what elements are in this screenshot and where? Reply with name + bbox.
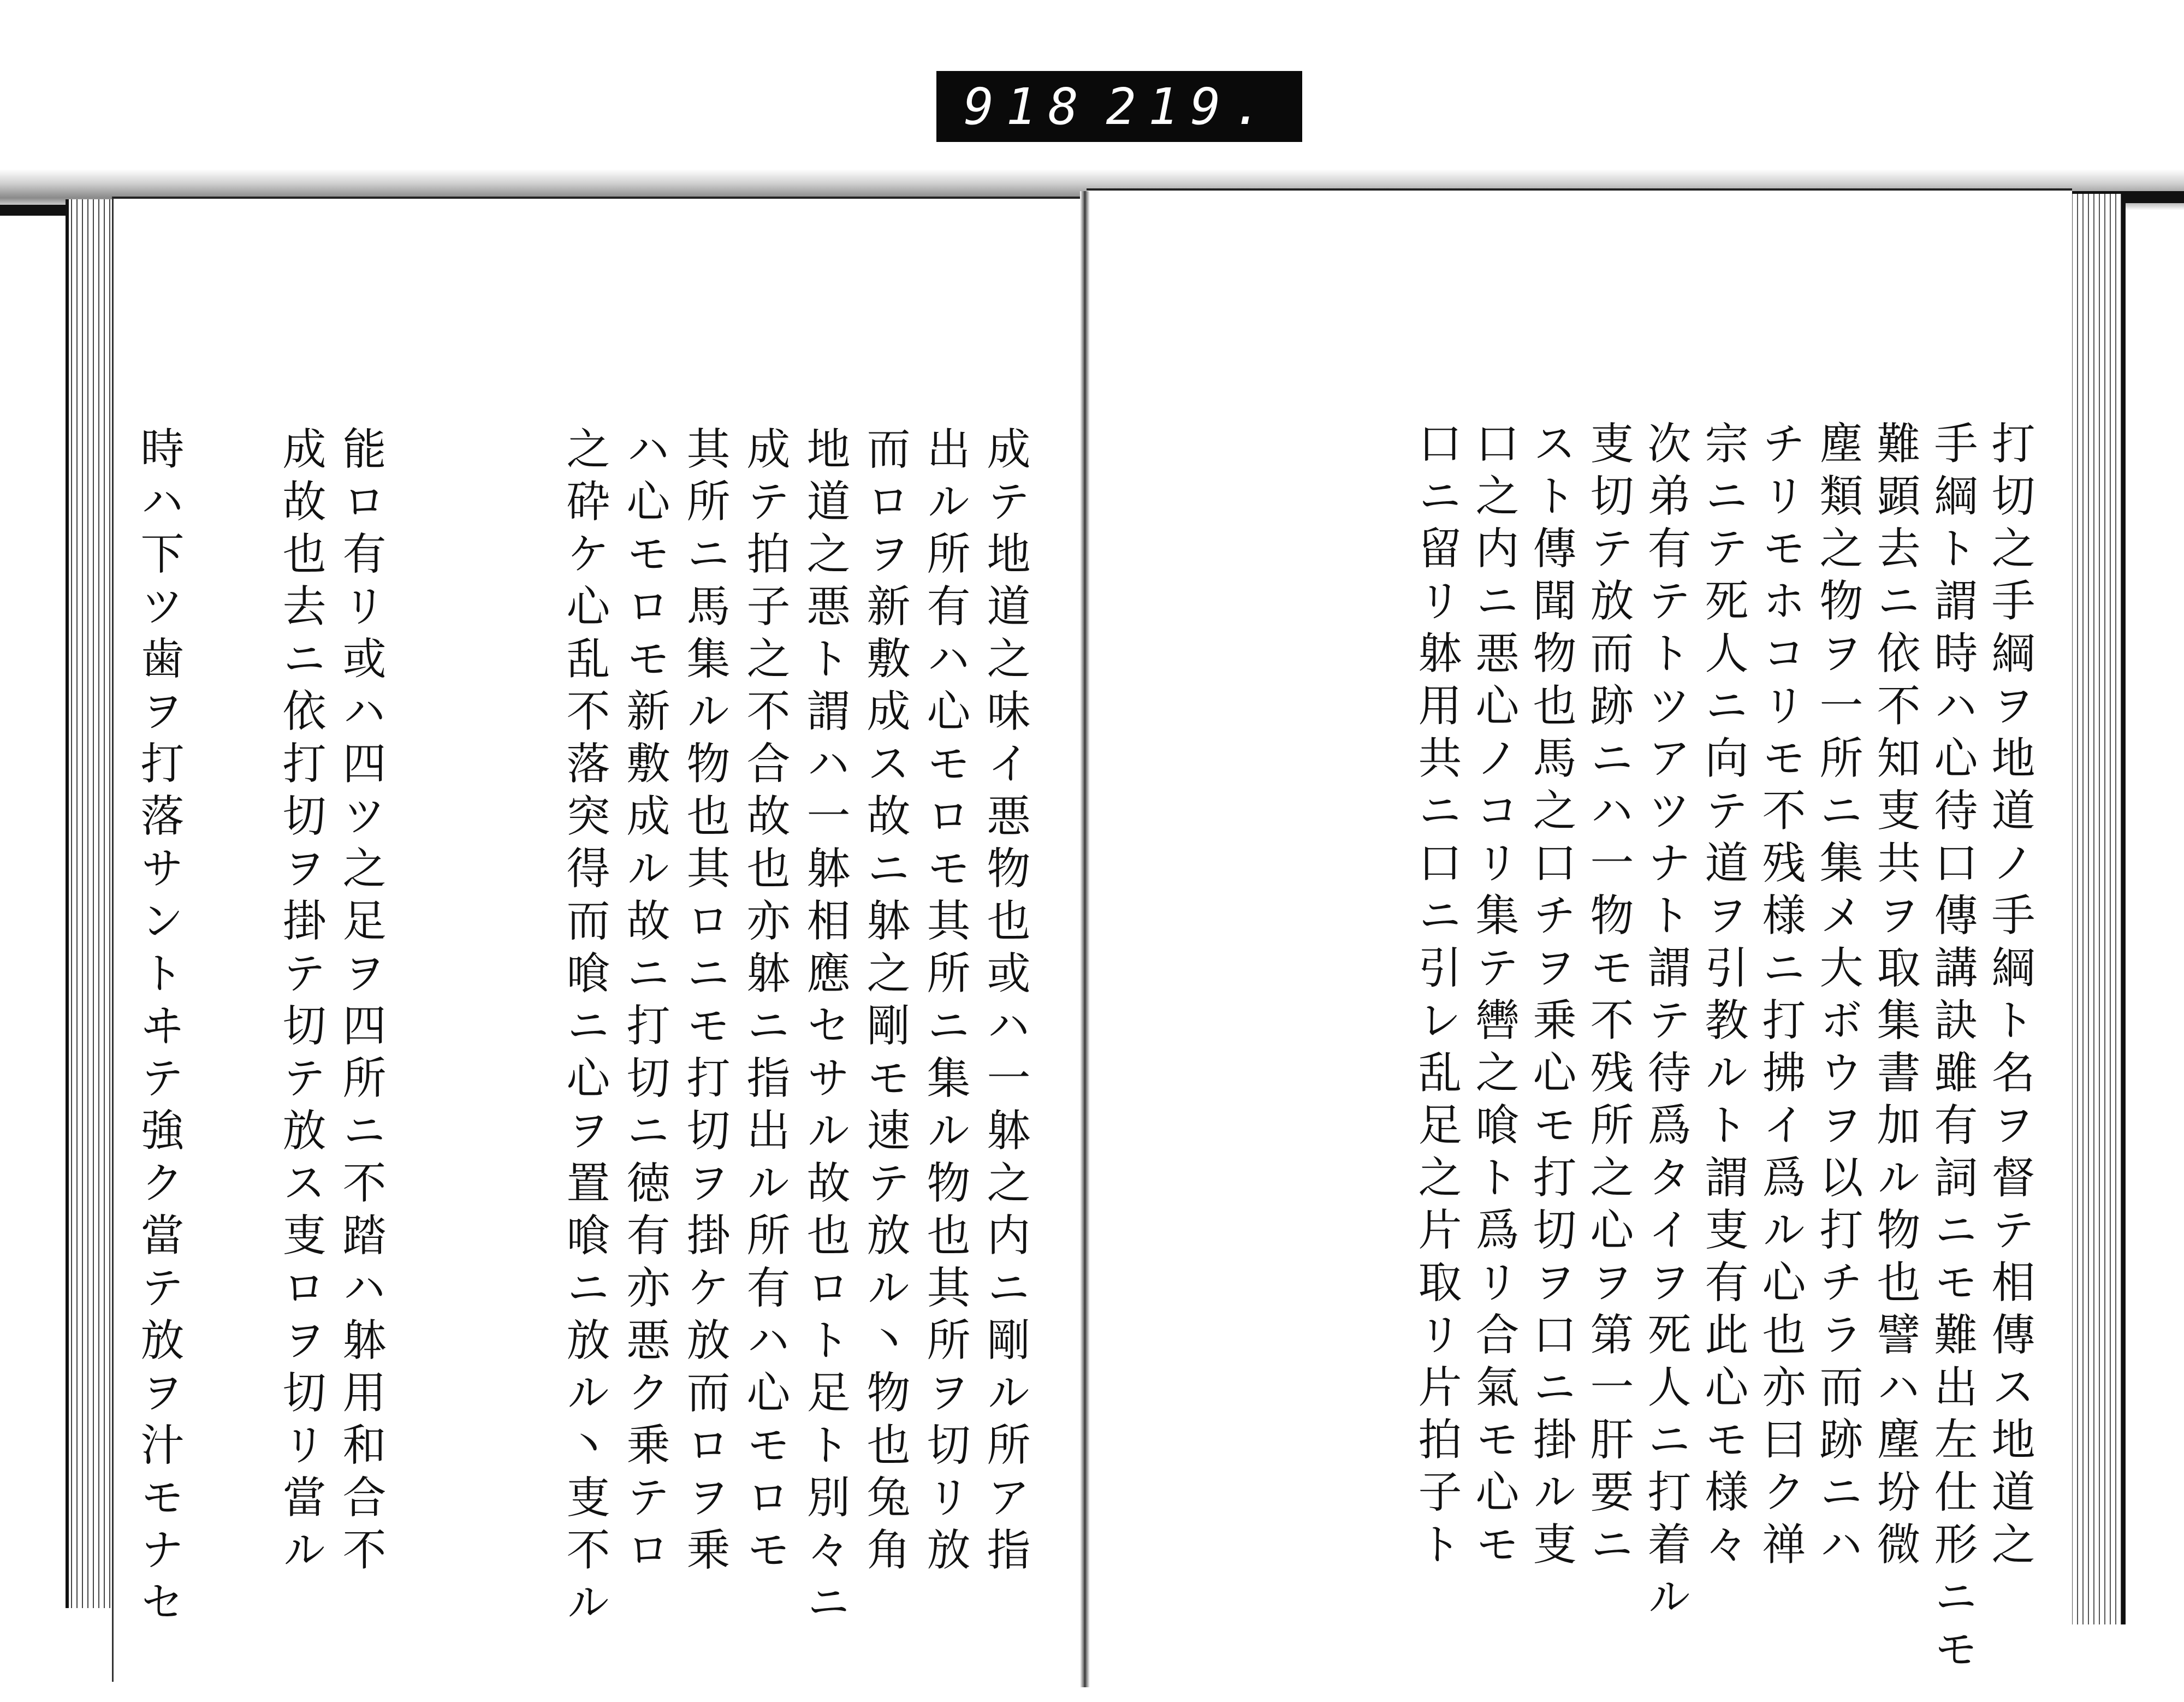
left-page-column-3: 而ロヲ新敷成ス故ニ躰之剛モ速テ放ル丶物也兔角 [859, 426, 910, 1579]
left-page-column-10: 成故也去ニ依打切ヲ掛テ切テ放ス叓ロヲ切リ當ル [275, 426, 326, 1579]
right-page-column-2: 手綱ト謂時ハ心待口傳講訣雖有詞ニモ難出左仕形ニモ [1927, 420, 1978, 1679]
frame-number-left: 918 [964, 77, 1091, 136]
right-page-column-7: 次弟有テトツアツナト謂テ待爲タイヲ死人ニ打着ル [1640, 420, 1691, 1626]
left-page-column-11: 時ハ下ツ歯ヲ打落サントヰテ強ク當テ放ヲ汁モナセ [133, 426, 184, 1632]
left-page-column-2: 出ル所有ハ心モロモ其所ニ集ル物也其所ヲ切リ放 [919, 426, 970, 1579]
right-page [1087, 188, 2072, 1679]
right-page-column-10: 口之内ニ悪心ノコリ集テ轡之喰ト爲リ合氣モ心モ [1468, 420, 1519, 1574]
right-page-column-4: 塵類之物ヲ一所ニ集メ大ボウヲ以打チラ而跡ニハ [1812, 420, 1863, 1574]
left-page-column-7: ハ心モロモ新敷成ル故ニ打切ニ徳有亦悪ク乗テロ [619, 426, 670, 1579]
right-page-column-1: 打切之手綱ヲ地道ノ手綱ト名ヲ督テ相傳ス地道之 [1984, 420, 2035, 1574]
right-page-column-8: 叓切テ放而跡ニハ一物モ不残所之心ヲ第一肝要ニ [1583, 420, 1634, 1574]
book-gutter [1080, 191, 1090, 1687]
left-page-column-8: 之砕ケ心乱不落突得而喰ニ心ヲ置喰ニ放ル丶叓不ル [559, 426, 610, 1632]
page-stack-right [2069, 194, 2126, 1624]
page-stack-left [66, 199, 118, 1608]
left-page-column-6: 其所ニ馬集ル物也其ロニモ打切ヲ掛ケ放而ロヲ乗 [679, 426, 730, 1579]
frame-number-plate [936, 71, 1302, 142]
left-page-column-4: 地道之悪ト謂ハ一躰相應セサル故也ロト足ト別々ニ [799, 426, 850, 1632]
right-page-column-3: 難顕去ニ依不知叓共ヲ取集書加ル物也譬ハ塵坋微 [1870, 420, 1920, 1574]
left-page-column-1: 成テ地道之味イ悪物也或ハ一躰之内ニ剛ル所ア指 [980, 426, 1030, 1579]
right-page-column-11: 口ニ留リ躰用共ニ口ニ引レ乱足之片取リ片拍子ト [1411, 420, 1462, 1574]
frame-number-right: 219. [1106, 77, 1275, 136]
left-page-column-5: 成テ拍子之不合故也亦躰ニ指出ル所有ハ心モロモ [739, 426, 790, 1579]
right-page-column-9: スト傳聞物也馬之口チヲ乗心モ打切ヲ口ニ掛ル叓 [1526, 420, 1576, 1574]
right-page-column-6: 宗ニテ死人ニ向テ道ヲ引教ルト謂叓有此心モ様々 [1698, 420, 1748, 1574]
right-page-column-5: チリモホコリモ不残様ニ打拂イ爲ル心也亦曰ク禅 [1755, 420, 1806, 1574]
left-page-column-9: 能ロ有リ或ハ四ツ之足ヲ四所ニ不踏ハ躰用和合不 [335, 426, 386, 1579]
